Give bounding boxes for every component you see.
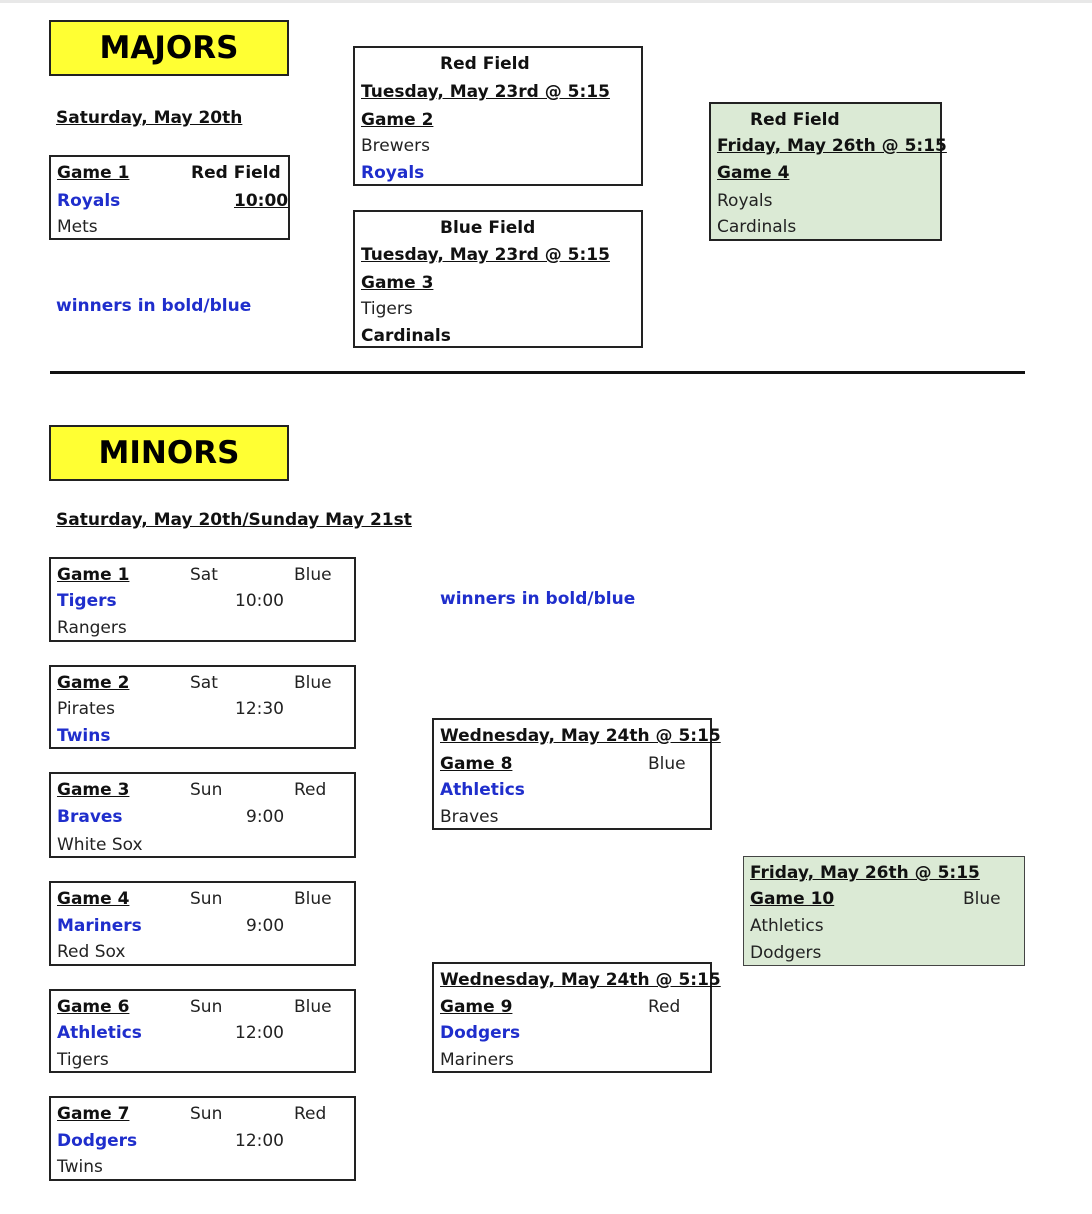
field-label: Red Field	[750, 110, 840, 130]
game-label: Game 2	[361, 110, 434, 130]
team1-winner: Royals	[57, 191, 121, 211]
game-label: Game 3	[361, 273, 434, 293]
game-date: Wednesday, May 24th @ 5:15	[440, 970, 721, 990]
team1-winner: Dodgers	[440, 1023, 521, 1043]
game-label: Game 2	[57, 673, 130, 693]
minors-game6-box	[49, 989, 356, 1073]
game-label: Game 7	[57, 1104, 130, 1124]
game-date: Friday, May 26th @ 5:15	[750, 863, 980, 883]
team1-winner: Dodgers	[57, 1131, 138, 1151]
minors-game1-box	[49, 557, 356, 642]
game-time: 12:00	[235, 1131, 284, 1151]
team1: Brewers	[361, 136, 430, 156]
minors-game2-box	[49, 665, 356, 749]
game-label: Game 1	[57, 565, 130, 585]
team1-winner: Tigers	[57, 591, 117, 611]
field-label: Blue	[294, 673, 332, 693]
team1-winner: Mariners	[57, 916, 142, 936]
team2-winner: Twins	[57, 726, 111, 746]
minors-title: MINORS	[49, 425, 289, 481]
game-date: Wednesday, May 24th @ 5:15	[440, 726, 721, 746]
team2: Mets	[57, 217, 98, 237]
field-label: Red Field	[191, 163, 281, 183]
team2: Rangers	[57, 618, 127, 638]
team1-winner: Athletics	[57, 1023, 142, 1043]
field-label: Red	[648, 997, 681, 1017]
team1-winner: Braves	[57, 807, 123, 827]
team1: Athletics	[750, 916, 824, 936]
game-label: Game 10	[750, 889, 835, 909]
game-day: Sun	[190, 997, 223, 1017]
majors-title: MAJORS	[49, 20, 289, 76]
top-border	[0, 0, 1092, 3]
team2: Cardinals	[717, 217, 797, 237]
field-label: Blue	[294, 997, 332, 1017]
game-label: Game 4	[57, 889, 130, 909]
team1-winner: Athletics	[440, 780, 525, 800]
game-label: Game 1	[57, 163, 130, 183]
team2: Mariners	[440, 1050, 514, 1070]
game-label: Game 9	[440, 997, 513, 1017]
majors-game3-box	[353, 210, 643, 348]
majors-game4-box	[709, 102, 947, 241]
team2: Braves	[440, 807, 499, 827]
field-label: Blue	[294, 889, 332, 909]
minors-game3-box	[49, 772, 356, 858]
field-label: Blue Field	[440, 218, 536, 238]
game-label: Game 3	[57, 780, 130, 800]
game-label: Game 8	[440, 754, 513, 774]
team2-winner: Cardinals	[361, 326, 451, 346]
game-day: Sun	[190, 780, 223, 800]
game-time: 12:30	[235, 699, 284, 719]
minors-game7-box	[49, 1096, 356, 1181]
team2: Red Sox	[57, 942, 126, 962]
section-divider	[50, 371, 1025, 374]
game-label: Game 6	[57, 997, 130, 1017]
team1: Pirates	[57, 699, 115, 719]
team1: Royals	[717, 191, 773, 211]
game-day: Sat	[190, 565, 218, 585]
game-day: Sun	[190, 889, 223, 909]
minors-game10-box	[743, 856, 1025, 966]
minors-game4-box	[49, 881, 356, 966]
team2-winner: Royals	[361, 163, 425, 183]
minors-date-heading: Saturday, May 20th/Sunday May 21st	[56, 510, 412, 530]
game-date: Tuesday, May 23rd @ 5:15	[361, 245, 610, 265]
team2: Tigers	[57, 1050, 109, 1070]
game-date: Friday, May 26th @ 5:15	[717, 136, 947, 156]
game-time: 10:00	[235, 591, 284, 611]
majors-game1-box	[49, 155, 290, 240]
field-label: Red	[294, 780, 327, 800]
field-label: Blue	[648, 754, 686, 774]
minors-game8-box	[432, 718, 721, 830]
majors-date-heading: Saturday, May 20th	[56, 108, 243, 128]
minors-game9-box	[432, 962, 721, 1073]
team2: Dodgers	[750, 943, 822, 963]
game-day: Sat	[190, 673, 218, 693]
team2: White Sox	[57, 835, 143, 855]
team1: Tigers	[361, 299, 413, 319]
game-date: Tuesday, May 23rd @ 5:15	[361, 82, 610, 102]
game-day: Sun	[190, 1104, 223, 1124]
game-time: 9:00	[246, 916, 285, 936]
majors-game2-box	[353, 46, 643, 186]
game-time: 12:00	[235, 1023, 284, 1043]
game-label: Game 4	[717, 163, 790, 183]
majors-winners-note: winners in bold/blue	[56, 296, 252, 316]
game-time: 10:00	[234, 191, 289, 211]
field-label: Red	[294, 1104, 327, 1124]
field-label: Blue	[963, 889, 1001, 909]
minors-winners-note: winners in bold/blue	[440, 589, 636, 609]
field-label: Blue	[294, 565, 332, 585]
game-time: 9:00	[246, 807, 285, 827]
team2: Twins	[57, 1157, 103, 1177]
field-label: Red Field	[440, 54, 530, 74]
